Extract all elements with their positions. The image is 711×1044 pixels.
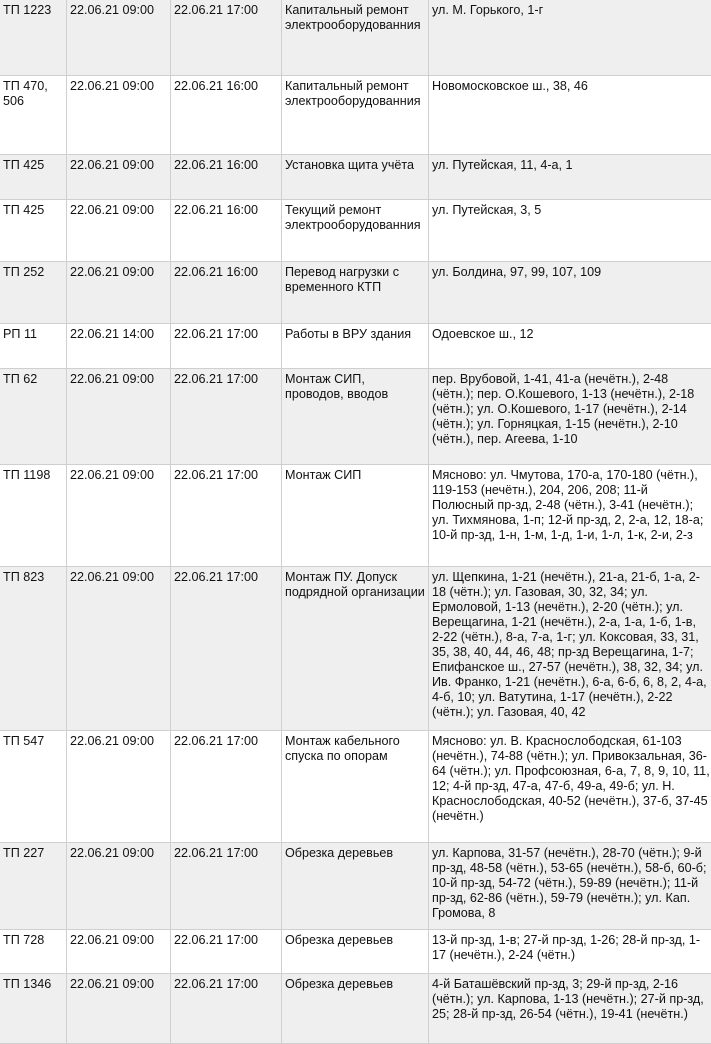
address-cell: ул. Щепкина, 1-21 (нечётн.), 21-а, 21-б, 1-а, 2-18 (чётн.); ул. Газовая, 30, 32, 34; ул. Ермоловой, 1-13 (нечётн.), 2-20 (чётн.); ул. Верещагина, 1-21 (нечётн.), 2-а, 1-а, 1-б, 1-в, 2-22 (чётн.), 8-а, 7-а, 1-г; ул. Коксовая, 33, 31, 35, 38, 40, 44, 46, 48; пр-зд Верещагина, 1-7; Епифанское ш., 27-57 (нечётн.), 38, 32, 34; ул. Ив. Франко, 1-21 (нечётн.), 6-а, 6-б, 6, 8, 2, 4-а, 4-б, 10; ул. Ватутина, 1-17 (нечётн.), 2-22 (чётн.); ул. Газовая, 40, 42 — [429, 567, 711, 731]
table-row — [0, 0, 711, 76]
table-row — [0, 262, 711, 324]
end-time-cell: 22.06.21 17:00 — [171, 974, 282, 1044]
address-cell: пер. Врубовой, 1-41, 41-а (нечётн.), 2-48 (чётн.); пер. О.Кошевого, 1-13 (нечётн.), 2-18 (чётн.); ул. О.Кошевого, 1-17 (нечётн.), 2-14 (чётн.); ул. Горняцкая, 1-15 (нечётн.), 2-10 (чётн.), пер. Агеева, 1-10 — [429, 369, 711, 465]
table-row — [0, 76, 711, 155]
end-time-cell: 22.06.21 17:00 — [171, 843, 282, 930]
address-cell: ул. Карпова, 31-57 (нечётн.), 28-70 (чётн.); 9-й пр-зд, 48-58 (чётн.), 53-65 (нечётн.), 58-б, 60-б; 10-й пр-зд, 54-72 (чётн.), 59-89 (нечётн.); 11-й пр-зд, 62-86 (чётн.), 59-79 (нечётн.); ул. Кап. Громова, 8 — [429, 843, 711, 930]
address-cell: Новомосковское ш., 38, 46 — [429, 76, 711, 155]
object-cell: РП 11 — [0, 324, 67, 369]
table-row — [0, 369, 711, 465]
end-time-cell: 22.06.21 17:00 — [171, 930, 282, 974]
end-time-cell: 22.06.21 17:00 — [171, 369, 282, 465]
work-type-cell: Капитальный ремонт электрооборудованния — [282, 76, 429, 155]
start-time-cell: 22.06.21 09:00 — [67, 200, 171, 262]
table-row — [0, 155, 711, 200]
start-time-cell: 22.06.21 09:00 — [67, 155, 171, 200]
end-time-cell: 22.06.21 17:00 — [171, 324, 282, 369]
address-cell: Мясново: ул. Чмутова, 170-а, 170-180 (чётн.), 119-153 (нечётн.), 204, 206, 208; 11-й Полюсный пр-зд, 2-48 (чётн.), 3-41 (нечётн.); ул. Тихмянова, 1-п; 12-й пр-зд, 2, 2-а, 12, 18-а; 10-й пр-зд, 1-н, 1-м, 1-д, 1-и, 1-л, 1-к, 2-и, 2-з — [429, 465, 711, 567]
object-cell: ТП 252 — [0, 262, 67, 324]
end-time-cell: 22.06.21 16:00 — [171, 262, 282, 324]
address-cell: ул. Путейская, 11, 4-а, 1 — [429, 155, 711, 200]
object-cell: ТП 823 — [0, 567, 67, 731]
object-cell: ТП 425 — [0, 155, 67, 200]
table-row — [0, 843, 711, 930]
start-time-cell: 22.06.21 09:00 — [67, 76, 171, 155]
work-type-cell: Установка щита учёта — [282, 155, 429, 200]
table-row — [0, 324, 711, 369]
work-type-cell: Капитальный ремонт электрооборудованния — [282, 0, 429, 76]
start-time-cell: 22.06.21 09:00 — [67, 930, 171, 974]
work-type-cell: Работы в ВРУ здания — [282, 324, 429, 369]
end-time-cell: 22.06.21 17:00 — [171, 0, 282, 76]
object-cell: ТП 62 — [0, 369, 67, 465]
address-cell: ул. М. Горького, 1-г — [429, 0, 711, 76]
work-type-cell: Перевод нагрузки с временного КТП — [282, 262, 429, 324]
work-type-cell: Монтаж СИП — [282, 465, 429, 567]
object-cell: ТП 547 — [0, 731, 67, 843]
table-row — [0, 200, 711, 262]
work-type-cell: Монтаж СИП, проводов, вводов — [282, 369, 429, 465]
address-cell: 13-й пр-зд, 1-в; 27-й пр-зд, 1-26; 28-й пр-зд, 1-17 (нечётн.), 2-24 (чётн.) — [429, 930, 711, 974]
start-time-cell: 22.06.21 09:00 — [67, 731, 171, 843]
table-row — [0, 567, 711, 731]
start-time-cell: 22.06.21 14:00 — [67, 324, 171, 369]
start-time-cell: 22.06.21 09:00 — [67, 369, 171, 465]
table-row — [0, 465, 711, 567]
start-time-cell: 22.06.21 09:00 — [67, 465, 171, 567]
address-cell: ул. Болдина, 97, 99, 107, 109 — [429, 262, 711, 324]
start-time-cell: 22.06.21 09:00 — [67, 0, 171, 76]
object-cell: ТП 1198 — [0, 465, 67, 567]
end-time-cell: 22.06.21 17:00 — [171, 731, 282, 843]
object-cell: ТП 227 — [0, 843, 67, 930]
end-time-cell: 22.06.21 17:00 — [171, 567, 282, 731]
start-time-cell: 22.06.21 09:00 — [67, 843, 171, 930]
table-row — [0, 974, 711, 1044]
object-cell: ТП 1223 — [0, 0, 67, 76]
work-type-cell: Монтаж кабельного спуска по опорам — [282, 731, 429, 843]
object-cell: ТП 425 — [0, 200, 67, 262]
start-time-cell: 22.06.21 09:00 — [67, 974, 171, 1044]
end-time-cell: 22.06.21 17:00 — [171, 465, 282, 567]
address-cell: ул. Путейская, 3, 5 — [429, 200, 711, 262]
end-time-cell: 22.06.21 16:00 — [171, 76, 282, 155]
work-type-cell: Обрезка деревьев — [282, 930, 429, 974]
object-cell: ТП 1346 — [0, 974, 67, 1044]
work-type-cell: Обрезка деревьев — [282, 843, 429, 930]
start-time-cell: 22.06.21 09:00 — [67, 262, 171, 324]
address-cell: Мясново: ул. В. Краснослободская, 61-103 (нечётн.), 74-88 (чётн.); ул. Привокзальная, 36-64 (чётн.); ул. Профсоюзная, 6-а, 7, 8, 9, 10, 11, 12; 4-й пр-зд, 47-а, 47-б, 49-а, 49-б; ул. Н. Краснослободская, 40-52 (нечётн.), 37-б, 37-45 (нечётн.) — [429, 731, 711, 843]
address-cell: 4-й Баташёвский пр-зд, 3; 29-й пр-зд, 2-16 (чётн.); ул. Карпова, 1-13 (нечётн.); 27-й пр-зд, 25; 28-й пр-зд, 26-54 (чётн.), 19-41 (нечётн.) — [429, 974, 711, 1044]
table-row — [0, 731, 711, 843]
work-type-cell: Монтаж ПУ. Допуск подрядной организации — [282, 567, 429, 731]
object-cell: ТП 470, 506 — [0, 76, 67, 155]
address-cell: Одоевское ш., 12 — [429, 324, 711, 369]
table-row — [0, 930, 711, 974]
end-time-cell: 22.06.21 16:00 — [171, 155, 282, 200]
end-time-cell: 22.06.21 16:00 — [171, 200, 282, 262]
work-type-cell: Обрезка деревьев — [282, 974, 429, 1044]
object-cell: ТП 728 — [0, 930, 67, 974]
start-time-cell: 22.06.21 09:00 — [67, 567, 171, 731]
work-type-cell: Текущий ремонт электрооборудованния — [282, 200, 429, 262]
